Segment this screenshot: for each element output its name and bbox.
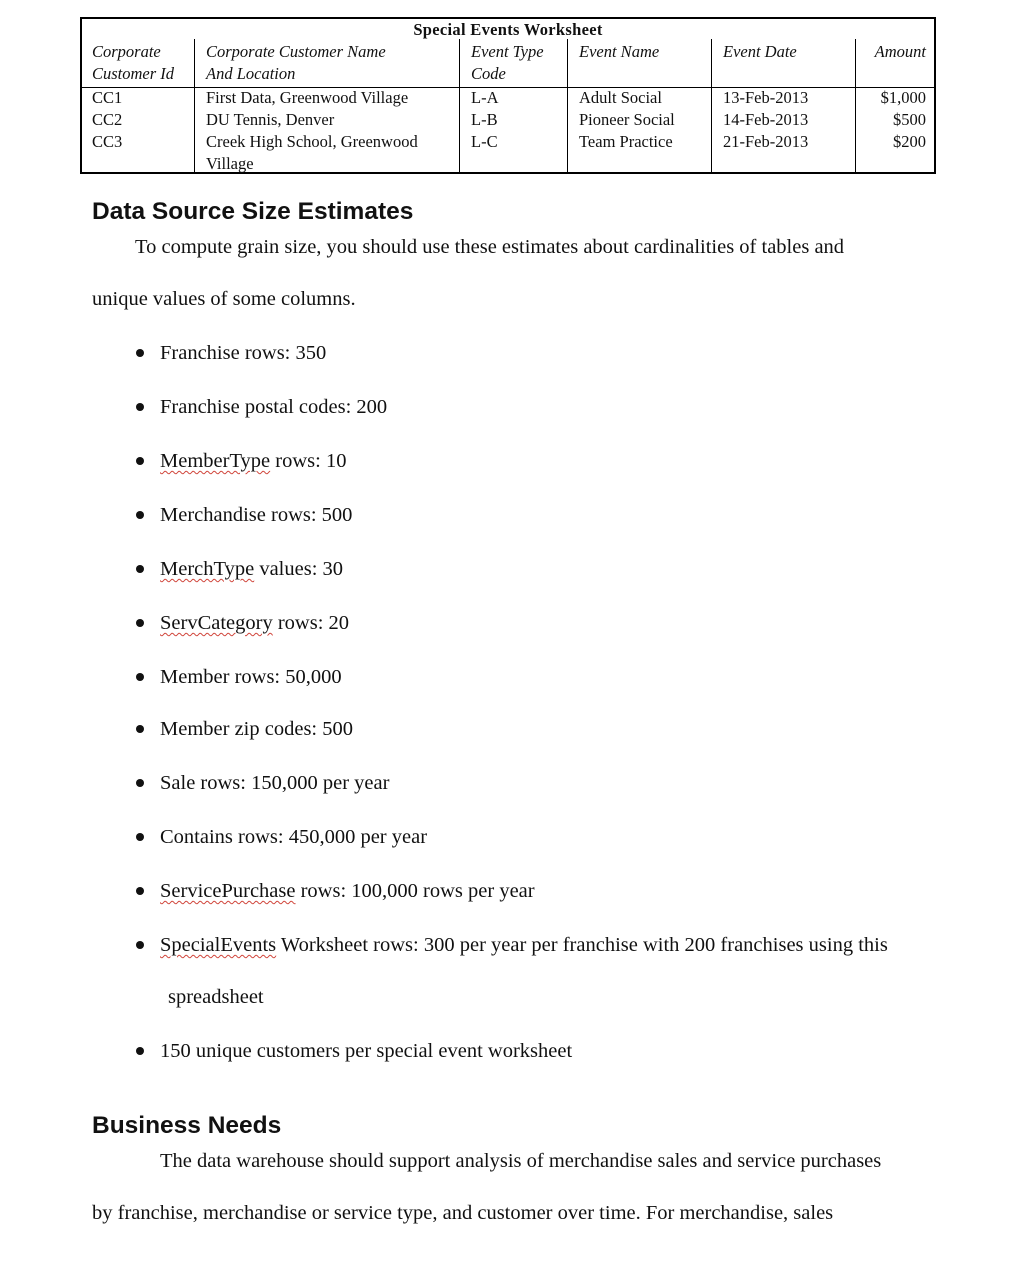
header-event-type-code: Event Type Code (471, 42, 544, 83)
column-divider (855, 39, 856, 172)
business-line-1: The data warehouse should support analysis of merchandise sales and service purchases (160, 1150, 882, 1172)
spellcheck-flagged-word: MemberType (160, 450, 271, 472)
row2-event-type: L-B (471, 110, 498, 129)
row1-amount: $1,000 (880, 88, 926, 107)
bullet-dot-icon (136, 1047, 144, 1055)
row2-event-name: Pioneer Social (579, 110, 675, 129)
row3-customer-id: CC3 (92, 132, 123, 151)
row1-customer-name: First Data, Greenwood Village (206, 88, 409, 107)
spellcheck-flagged-word: MerchType (160, 558, 255, 580)
row1-event-name: Adult Social (579, 88, 662, 107)
worksheet-title: Special Events Worksheet (413, 20, 603, 39)
column-divider (567, 39, 568, 172)
header-customer-name: Corporate Customer Name And Location (206, 42, 386, 83)
spellcheck-flagged-word: SpecialEvents (160, 934, 277, 956)
header-amount: Amount (874, 42, 926, 61)
row3-amount: $200 (893, 132, 926, 151)
bullet-dot-icon (136, 619, 144, 627)
list-item-continuation: spreadsheet (168, 986, 264, 1008)
intro-line-2: unique values of some columns. (92, 288, 356, 310)
column-divider (711, 39, 712, 172)
business-needs-heading: Business Needs (92, 1112, 282, 1139)
row2-customer-name: DU Tennis, Denver (206, 110, 335, 129)
header-event-name: Event Name (579, 42, 660, 61)
row3-customer-name: Creek High School, Greenwood Village (206, 132, 418, 173)
row2-customer-id: CC2 (92, 110, 123, 129)
bullet-dot-icon (136, 565, 144, 573)
row1-event-type: L-A (471, 88, 499, 107)
bullet-dot-icon (136, 403, 144, 411)
bullet-dot-icon (136, 887, 144, 895)
column-divider (194, 39, 195, 172)
row3-event-type: L-C (471, 132, 498, 151)
data-source-heading: Data Source Size Estimates (92, 198, 414, 225)
bullet-dot-icon (136, 511, 144, 519)
spellcheck-flagged-word: ServicePurchase (160, 880, 296, 902)
bullet-dot-icon (136, 833, 144, 841)
bullet-dot-icon (136, 673, 144, 681)
header-event-date: Event Date (723, 42, 797, 61)
row3-event-name: Team Practice (579, 132, 673, 151)
bullet-dot-icon (136, 941, 144, 949)
row2-amount: $500 (893, 110, 926, 129)
bullet-dot-icon (136, 349, 144, 357)
business-line-2: by franchise, merchandise or service type, and customer over time. For merchandise, sales (92, 1202, 834, 1224)
bullet-dot-icon (136, 725, 144, 733)
column-divider (459, 39, 460, 172)
row3-event-date: 21-Feb-2013 (723, 132, 809, 151)
spellcheck-flagged-word: ServCategory (160, 612, 273, 634)
row2-event-date: 14-Feb-2013 (723, 110, 809, 129)
row1-event-date: 13-Feb-2013 (723, 88, 809, 107)
intro-line-1: To compute grain size, you should use these estimates about cardinalities of tables and (135, 236, 845, 258)
bullet-dot-icon (136, 457, 144, 465)
bullet-dot-icon (136, 779, 144, 787)
row1-customer-id: CC1 (92, 88, 123, 107)
special-events-worksheet-table (80, 17, 936, 174)
header-customer-id: Corporate Customer Id (92, 42, 175, 83)
